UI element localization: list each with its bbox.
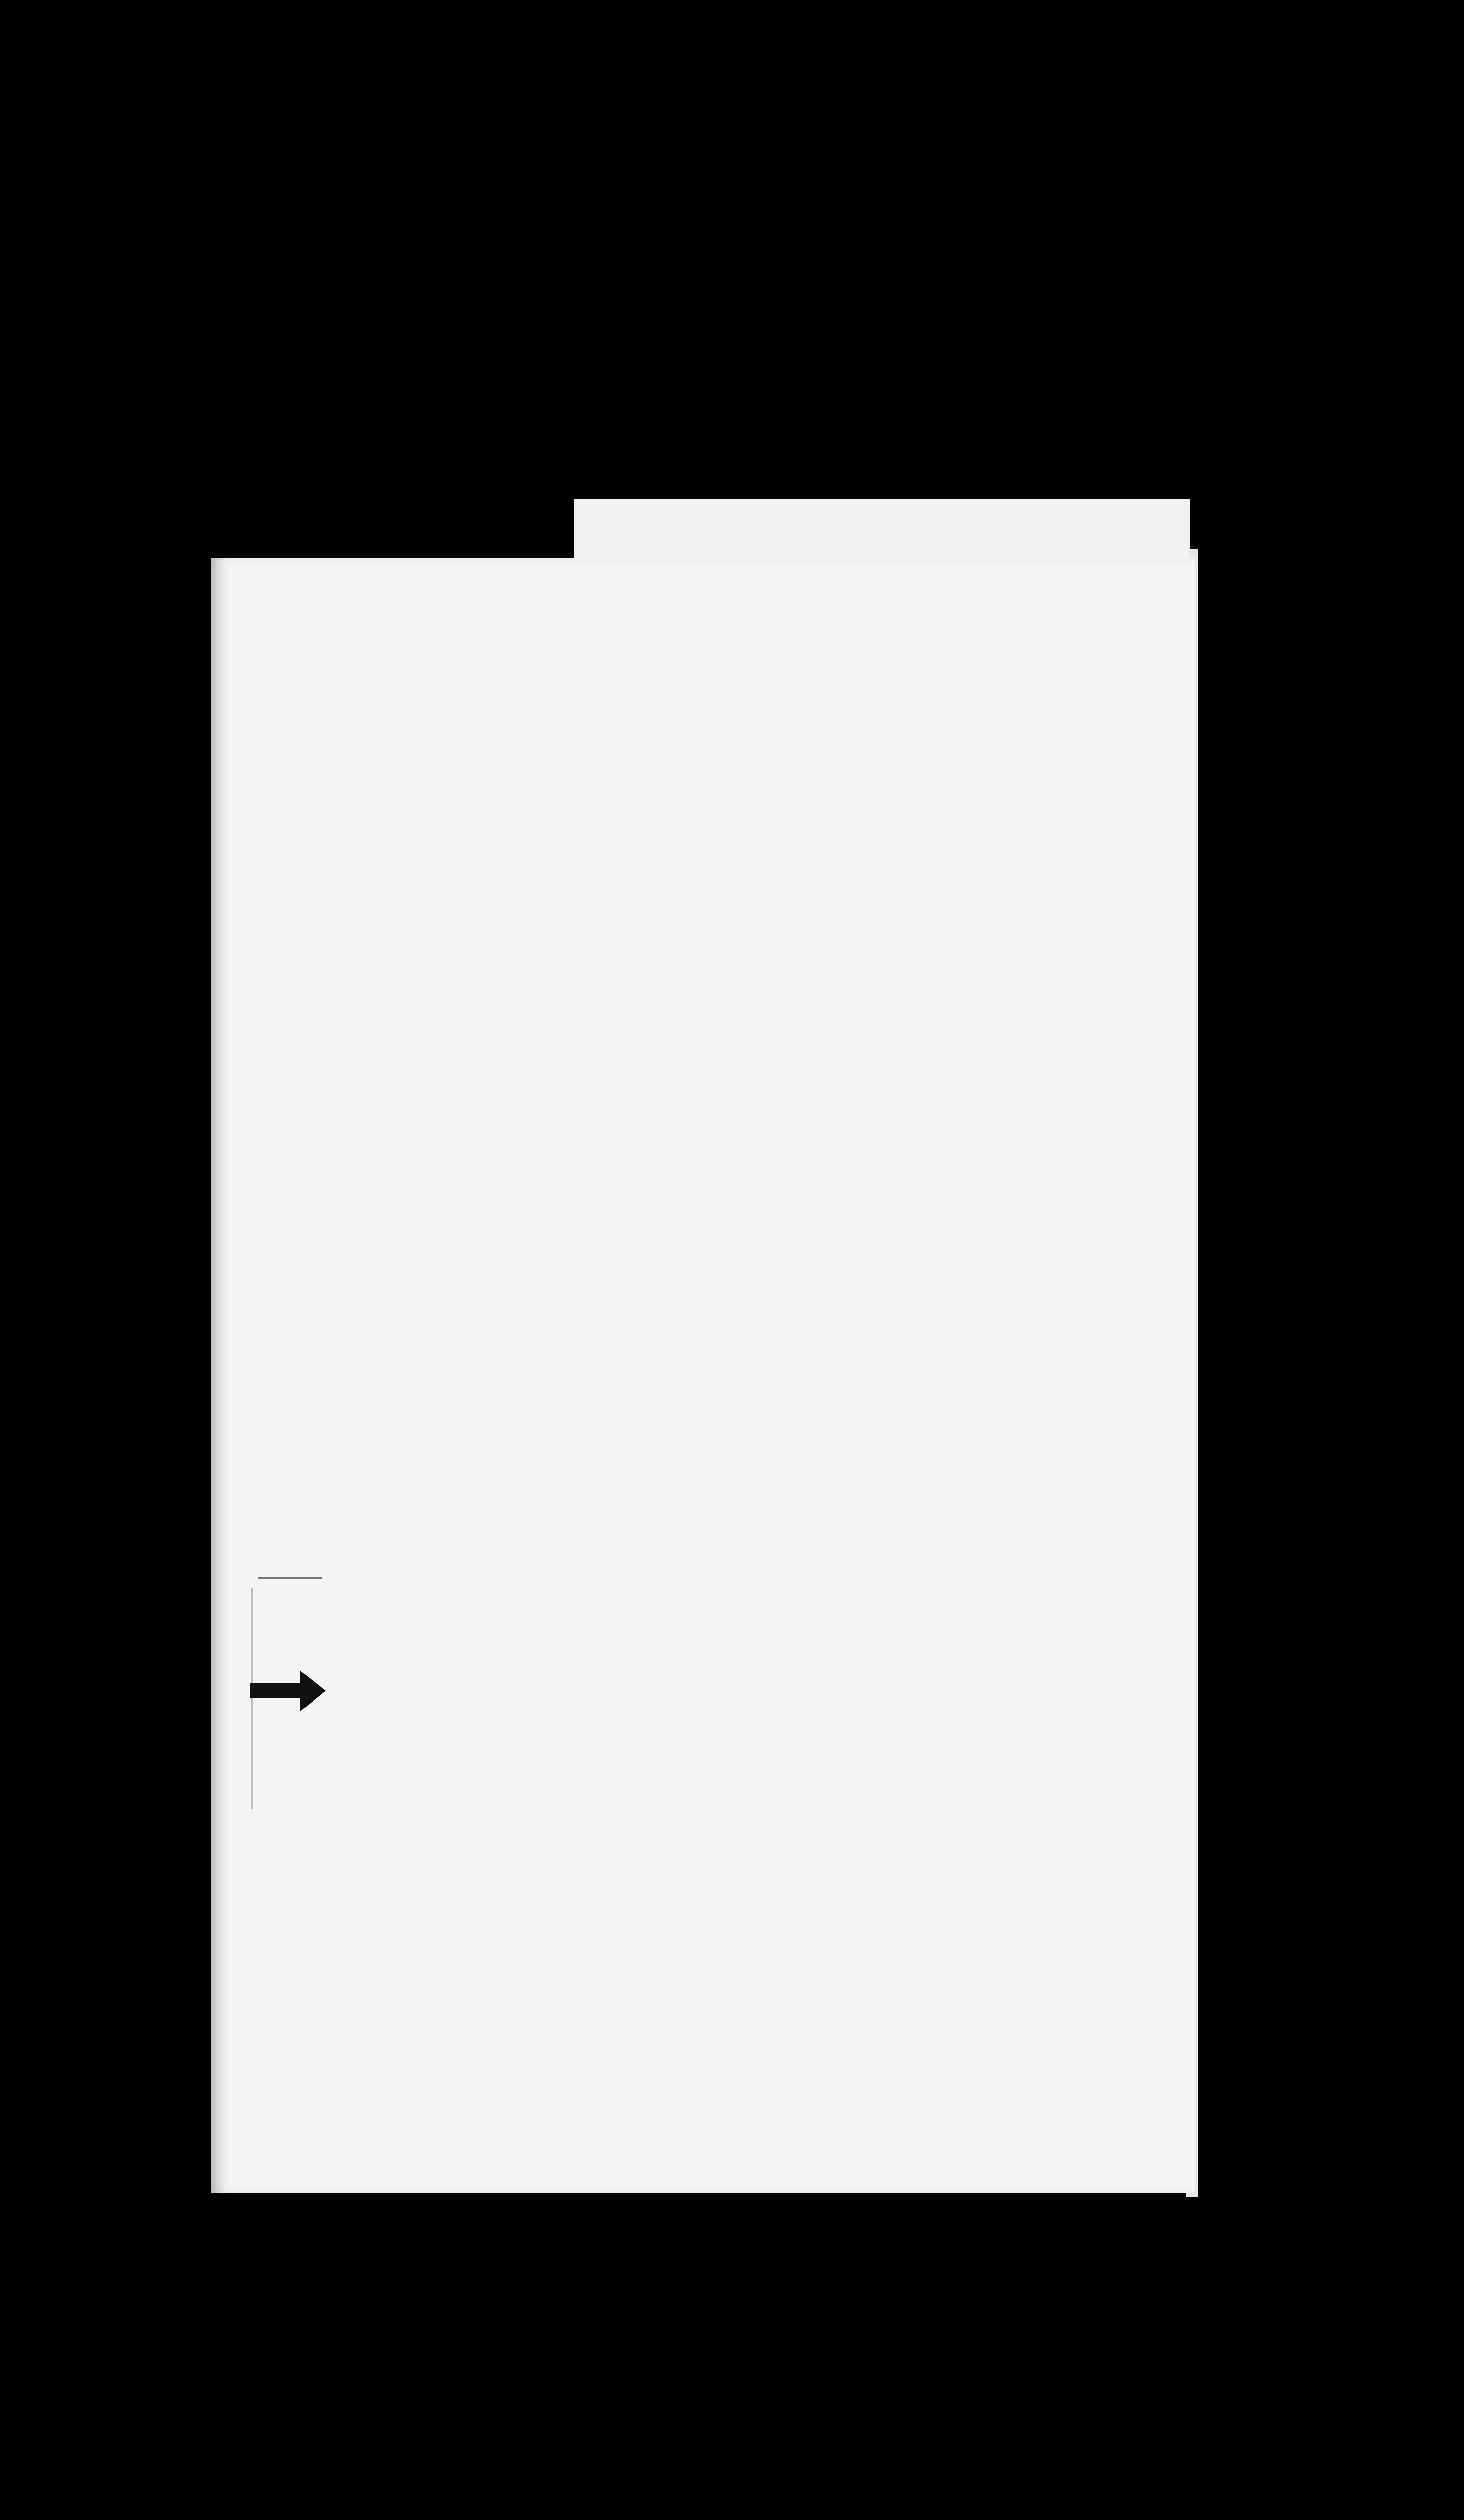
section-heading [403, 1789, 428, 1811]
margin-mark [258, 1577, 322, 1579]
section-heading [406, 1682, 430, 1705]
document-page [211, 558, 1195, 2193]
section-heading [411, 1278, 435, 1300]
section-heading [403, 1936, 428, 1959]
pointer-arrow-icon [250, 1668, 331, 1714]
